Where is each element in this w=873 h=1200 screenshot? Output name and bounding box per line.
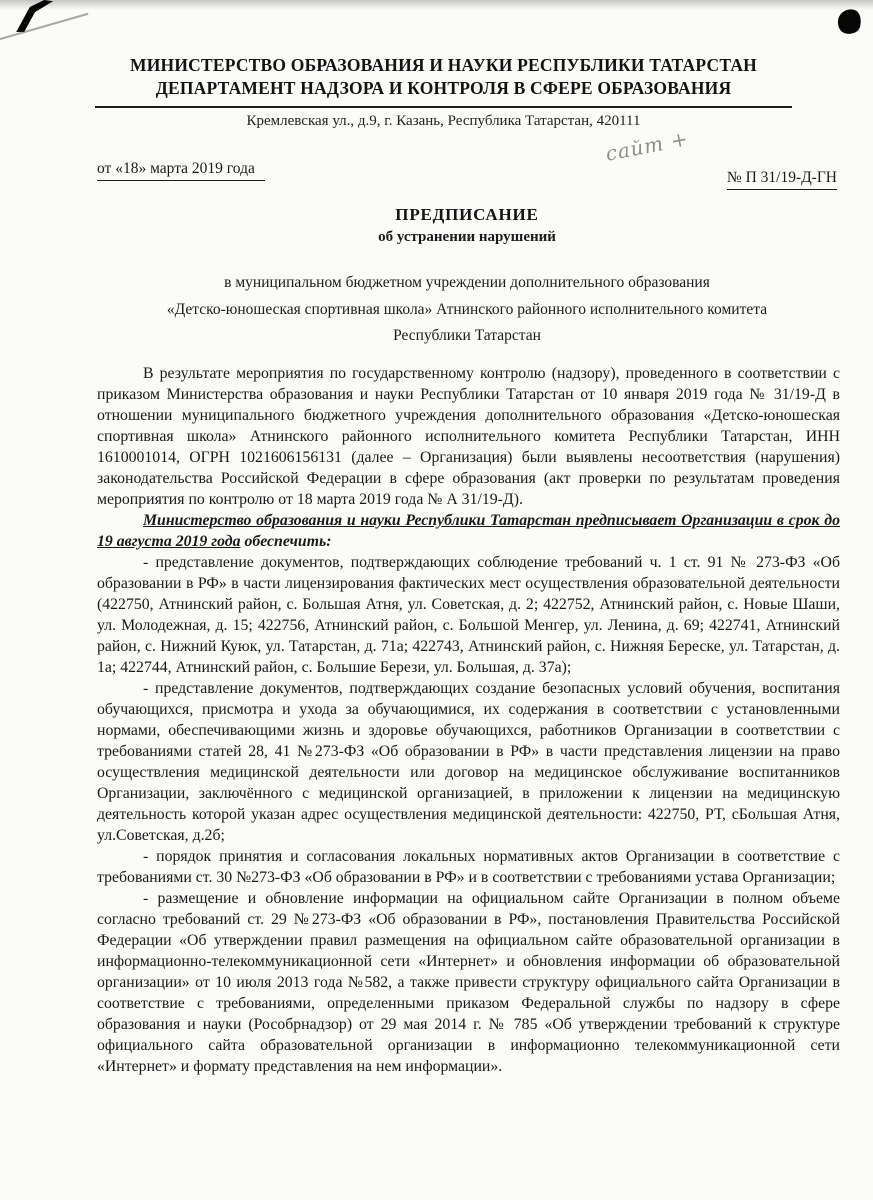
handwritten-note: сайт + bbox=[603, 126, 691, 166]
scan-scratch-line bbox=[0, 13, 88, 41]
ministry-name: МИНИСТЕРСТВО ОБРАЗОВАНИЯ И НАУКИ РЕСПУБЛИКИ ТАТАРСТАН bbox=[129, 55, 757, 75]
directive-lead: Министерство образования и науки Республики Татарстан предписывает Организации bbox=[143, 511, 777, 529]
document-title: ПРЕДПИСАНИЕ bbox=[395, 205, 539, 224]
address-line: Кремлевская ул., д.9, г. Казань, Республика Татарстан, 420111 bbox=[246, 113, 641, 129]
requirement-item-2: - представление документов, подтверждающих создание безопасных условий обучения, воспитания обучающихся, присмотра и ухода за обучающимися, их содержания в соответствии с установленными нормами, обеспечивающими жизнь и здоровье обучающихся, работников Организации в соответствии с требованиями статей 28, 41 №273-ФЗ «Об образовании в РФ» в части представления лицензии на право осуществления медицинской деятельности или договор на медицинское обслуживание воспитанников Организации, заключённого с медицинской организацией, в приложении к лицензии на медицинскую деятельность которой указан адрес осуществления медицинской деятельности: 422750, РТ, сБольшая Атня, ул.Советская, д.2б; bbox=[97, 679, 840, 844]
intro-paragraph: В результате мероприятия по государственному контролю (надзору), проведенного в соответствии с приказом Министерства образования и науки Республики Татарстан от 10 января 2019 года № 31/19-Д в отношении муниципального бюджетного учреждения дополнительного образования «Детско-юношеская спортивная школа» Атнинского районного исполнительного комитета Республики Татарстан, ИНН 1610001014, ОГРН 1021606156131 (далее – Организация) были выявлены несоответствия (нарушения) законодательства Российской Федерации в сфере образования (акт проверки по результатам проведения мероприятия по контролю от 18 марта 2019 года № А 31/19-Д). bbox=[97, 364, 840, 508]
scan-edge-artifact bbox=[0, 0, 873, 10]
document-number: № П 31/19-Д-ГН bbox=[727, 169, 837, 190]
directive-deadline: в срок до 19 августа 2019 года bbox=[97, 511, 840, 550]
requirement-item-1: - представление документов, подтверждающих соблюдение требований ч. 1 ст. 91 № 273-ФЗ «Об образовании в РФ» в части лицензирования фактических мест осуществления образовательной деятельности (422750, Атнинский район, с. Большая Атня, ул. Советская, д. 2; 422752, Атнинский район, с. Новые Шаши, ул. Молодежная, д. 15; 422756, Атнинский район, с. Большой Менгер, ул. Ленина, д. 69; 422741, Атнинский район, с. Нижний Куюк, ул. Татарстан, д. 71а; 422743, Атнинский район, с. Нижняя Береске, ул. Татарстан, д. 1а; 422744, Атнинский район, с. Большие Берези, ул. Большая, д. 37а); bbox=[97, 553, 840, 676]
meta-row bbox=[97, 126, 837, 186]
directive-tail: обеспечить: bbox=[240, 532, 332, 550]
document-date: от «18» марта 2019 года bbox=[97, 160, 265, 181]
addressee-line-2: «Детско-юношеская спортивная школа» Атнинского районного исполнительного комитета bbox=[166, 300, 768, 318]
requirement-item-3: - порядок принятия и согласования локальных нормативных актов Организации в соответствие с требованиями ст. 30 №273-ФЗ «Об образовании в РФ» и в соответствии с требованиями устава Организации; bbox=[97, 847, 840, 886]
title-block bbox=[97, 205, 837, 246]
requirement-item-4: - размещение и обновление информации на официальном сайте Организации в полном объеме согласно требований ст. 29 №273-ФЗ «Об образовании в РФ», постановления Правительства Российской Федерации «Об утверждении правил размещения на официальном сайте образовательной организации в информационно-телекоммуникационной сети «Интернет» и обновления информации об образовательной организации» от 10 июля 2013 года №582, а также привести структуру официального сайта Организации в соответствие с требованиями, определенными приказом Федеральной службы по надзору в сфере образования и науки (Рособрнадзор) от 29 мая 2014 г. № 785 «Об утверждении требований к структуре официального сайта образовательной организации в информационно телекоммуникационной сети «Интернет» и формату представления на нем информации». bbox=[97, 889, 840, 1075]
letterhead bbox=[95, 54, 792, 108]
addressee-line-1: в муниципальном бюджетном учреждении дополнительного образования bbox=[224, 274, 710, 291]
scan-mark-top-right bbox=[835, 7, 863, 37]
addressee-block bbox=[97, 270, 837, 350]
addressee-line-3: Республики Татарстан bbox=[393, 327, 541, 344]
document-body bbox=[97, 363, 840, 1077]
directive-paragraph bbox=[97, 510, 840, 552]
department-name: ДЕПАРТАМЕНТ НАДЗОРА И КОНТРОЛЯ В СФЕРЕ ОБРАЗОВАНИЯ bbox=[155, 78, 732, 98]
document-subtitle: об устранении нарушений bbox=[378, 229, 556, 245]
